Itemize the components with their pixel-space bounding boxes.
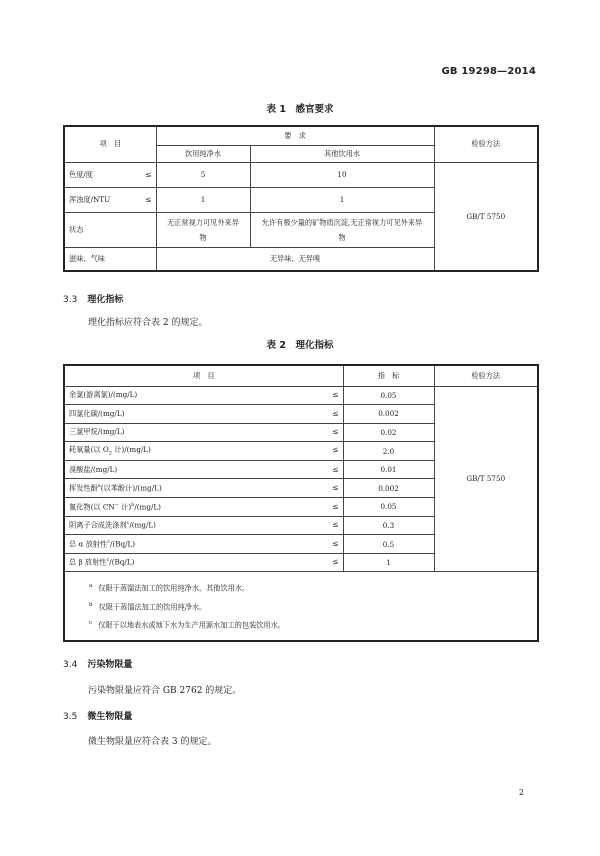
row-item: 三氯甲烷/(mg/L) ≤ xyxy=(64,423,343,442)
row-pure-value: 1 xyxy=(156,187,250,212)
row-value: 0.05 xyxy=(343,386,434,405)
row-item: 氰化物(以 CN− 计)$^b$/(mg/L) ≤ xyxy=(64,498,343,517)
section-3-4-text: 污染物限量应符合 GB 2762 的规定。 xyxy=(88,686,242,696)
section-3-5-title: 3.5 微生物限量 xyxy=(63,712,133,722)
row-value: 0.5 xyxy=(343,535,434,554)
table2-header-item: 项 目 xyxy=(64,365,343,386)
table-note: $^c$ 仅限于以地表水或地下水为生产用源水加工的包装饮用水。 xyxy=(89,620,285,630)
row-value: 1 xyxy=(343,553,434,572)
row-other-value: 10 xyxy=(250,162,434,187)
table2-caption: 表 2 理化指标 xyxy=(266,340,334,351)
section-3-3-text: 理化指标应符合表 2 的规定。 xyxy=(88,318,208,328)
table1-method-cell: GB/T 5750 xyxy=(434,162,538,271)
row-item: 浑浊度/NTU ≤ xyxy=(64,187,156,212)
row-item: 阴离子合成洗涤剂$^c$/(mg/L) ≤ xyxy=(64,516,343,535)
row-merged-value: 无异味、无异嗅 xyxy=(156,247,434,271)
table-row xyxy=(64,386,538,405)
row-other-value: 1 xyxy=(250,187,434,212)
table-note: $^b$ 仅限于蒸馏法加工的饮用纯净水。 xyxy=(89,601,207,612)
row-item: 溴酸盐/(mg/L) ≤ xyxy=(64,460,343,479)
section-3-3-title: 3.3 理化指标 xyxy=(63,295,124,305)
row-item: 滋味、气味 xyxy=(64,247,156,271)
table1-header-item: 项 目 xyxy=(64,126,156,162)
row-pure-value: 无正常视力可见外来异物 xyxy=(156,212,250,247)
table1-caption: 表 1 感官要求 xyxy=(266,104,334,115)
row-value: 0.3 xyxy=(343,516,434,535)
row-other-value: 允许有极少量的矿物质沉淀,无正常视力可见外来异物 xyxy=(250,212,434,247)
row-item: 余氯(游离氯)/(mg/L) ≤ xyxy=(64,386,343,405)
row-value: 0.002 xyxy=(343,405,434,424)
table2-notes xyxy=(64,572,538,641)
table1-header-requirement: 要 求 xyxy=(156,126,434,145)
table2-method-cell: GB/T 5750 xyxy=(434,386,538,572)
row-item: 色度/度 ≤ xyxy=(64,162,156,187)
row-item: 总 β 放射性$^c$/(Bq/L) ≤ xyxy=(64,553,343,572)
row-item: 挥发性酚$^a$(以苯酚计)/(mg/L) ≤ xyxy=(64,479,343,498)
row-item: 四氯化碳/(mg/L) ≤ xyxy=(64,405,343,424)
table1-header-other-water: 其他饮用水 xyxy=(250,145,434,162)
table1-sensory xyxy=(63,125,539,272)
row-item: 状态 xyxy=(64,212,156,247)
section-3-4-title: 3.4 污染物限量 xyxy=(63,660,133,670)
row-value: 2.0 xyxy=(343,442,434,461)
row-value: 0.02 xyxy=(343,423,434,442)
page-number: 2 xyxy=(518,788,524,797)
row-item: 总 α 放射性$^c$/(Bq/L) ≤ xyxy=(64,535,343,554)
row-item: 耗氧量(以 $O_2$ 计)/(mg/L) ≤ xyxy=(64,442,343,461)
table1-header-pure-water: 饮用纯净水 xyxy=(156,145,250,162)
row-value: 0.05 xyxy=(343,498,434,517)
row-value: 0.01 xyxy=(343,460,434,479)
table2-header-index: 指 标 xyxy=(343,365,434,386)
table1-header-method: 检验方法 xyxy=(434,126,538,162)
table-note: $^a$ 仅限于蒸馏法加工的饮用纯净水、其他饮用水。 xyxy=(89,583,250,593)
section-3-5-text: 微生物限量应符合表 3 的规定。 xyxy=(88,737,217,747)
standard-number: GB 19298—2014 xyxy=(441,66,536,77)
table2-physicochemical xyxy=(63,364,539,642)
table-row xyxy=(64,162,538,187)
row-pure-value: 5 xyxy=(156,162,250,187)
row-value: 0.002 xyxy=(343,479,434,498)
table2-header-method: 检验方法 xyxy=(434,365,538,386)
